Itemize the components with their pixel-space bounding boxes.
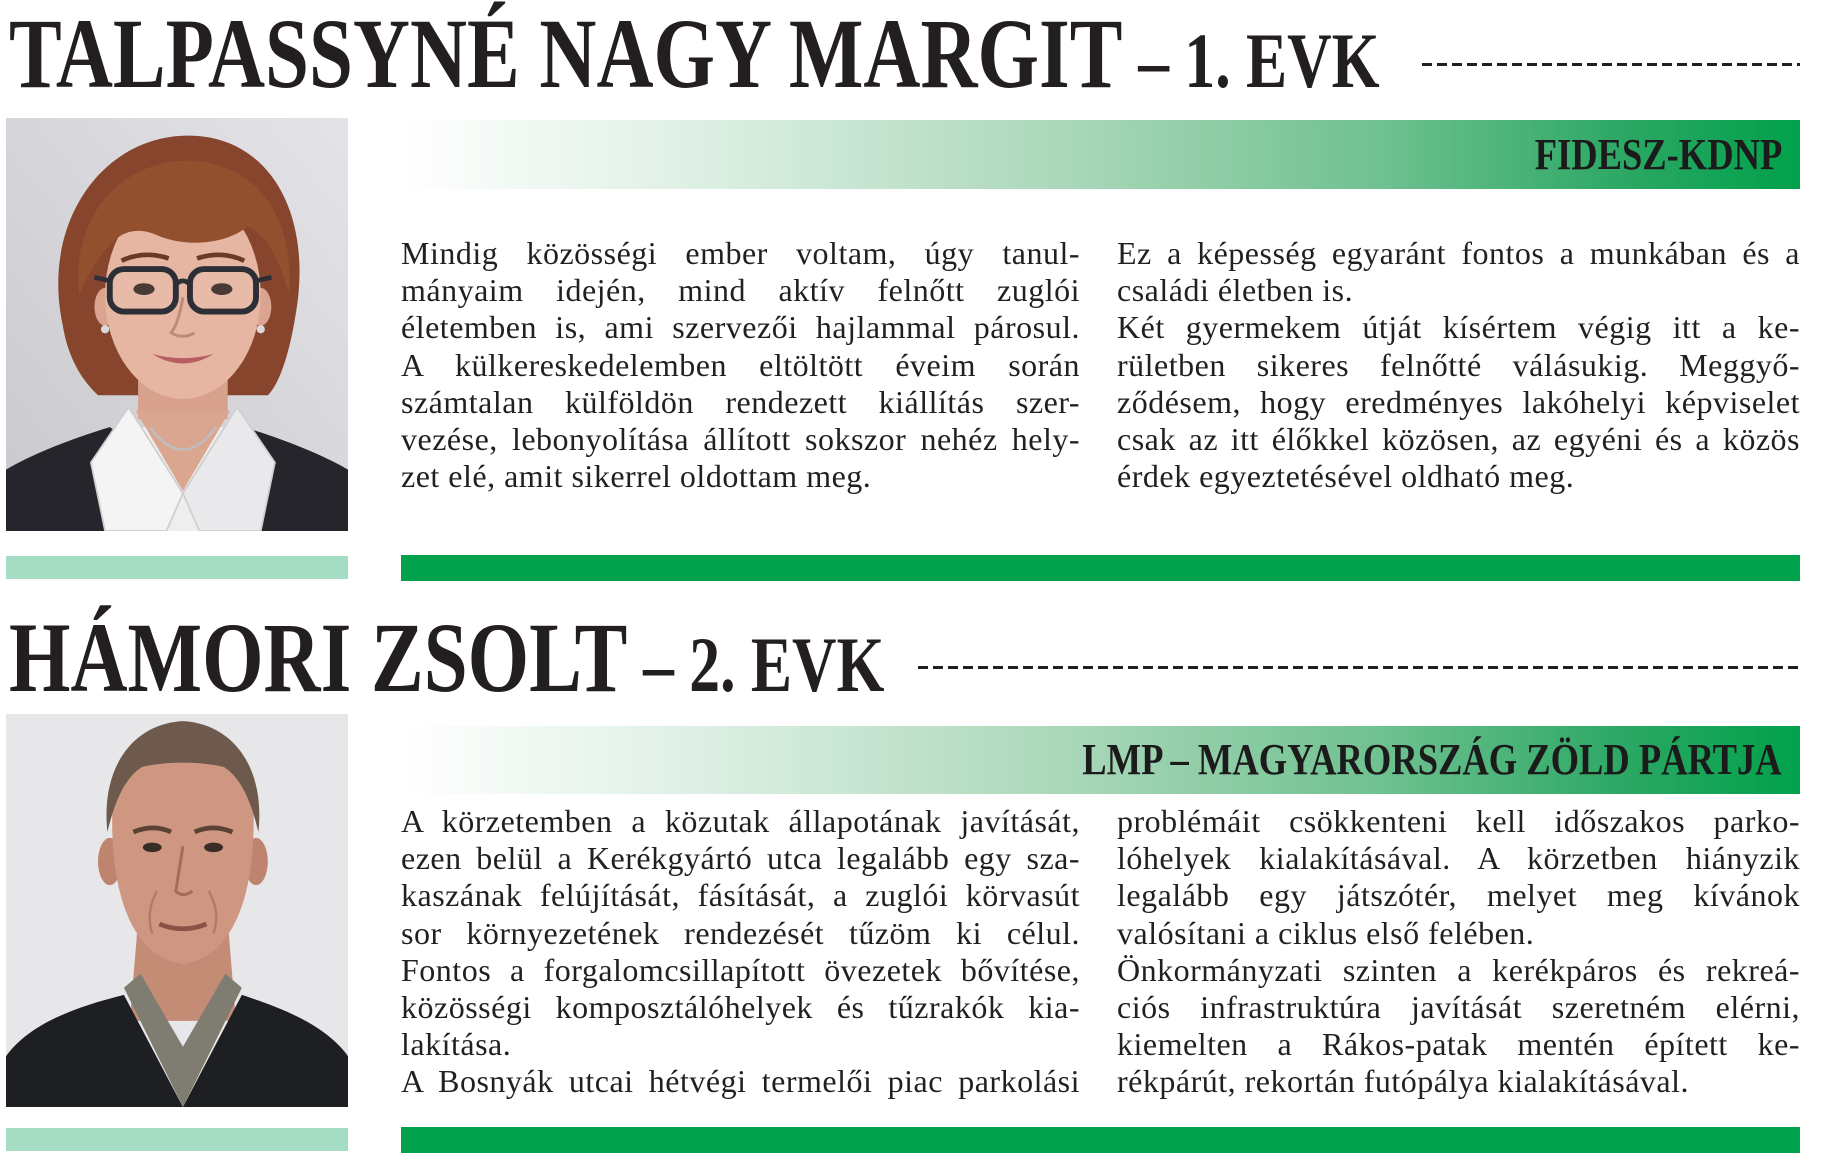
candidate-heading xyxy=(9,0,1380,111)
candidate-photo xyxy=(6,714,348,1107)
text-line: ezen belül a Kerékgyártó utca legalább egy sza- xyxy=(401,840,1080,877)
text-line: mányaim idején, mind aktív felnőtt zuglói xyxy=(401,272,1080,309)
text-line: ződésem, hogy eredményes lakóhelyi képviselet xyxy=(1117,383,1800,420)
text-line: zet elé, amit sikerrel oldottam meg. xyxy=(401,458,872,495)
text-line: kaszának felújítását, fásítását, a zuglói körvasút xyxy=(401,877,1080,914)
text-column-left xyxy=(401,803,1080,1101)
text-line: valósítani a ciklus első felében. xyxy=(1117,914,1535,951)
party-banner xyxy=(401,726,1800,794)
text-column-right xyxy=(1117,803,1800,1101)
text-line: rületben sikeres felnőtté válásukig. Meggyő- xyxy=(1117,346,1800,383)
text-line: közösségi komposztálóhelyek és tűzrakók kia- xyxy=(401,988,1080,1025)
district-label: – 2. EVK xyxy=(643,621,885,708)
dashed-rule xyxy=(918,666,1800,669)
text-line: számtalan külföldön rendezett kiállítás szer- xyxy=(401,383,1080,420)
text-line: rékpárút, rekortán futópálya kialakításával. xyxy=(1117,1063,1689,1100)
text-line: legalább egy játszótér, melyet meg kívánok xyxy=(1117,877,1800,914)
party-name: LMP – MAGYARORSZÁG ZÖLD PÁRTJA xyxy=(1082,735,1782,784)
portrait-woman xyxy=(6,118,348,531)
text-line: családi életben is. xyxy=(1117,272,1354,309)
text-line: ciós infrastruktúra javítását szeretném elérni, xyxy=(1117,988,1800,1025)
text-line: problémáit csökkenteni kell időszakos parko- xyxy=(1117,803,1800,839)
text-line: csak az itt élőkkel közösen, az egyéni és a közös xyxy=(1117,420,1800,457)
text-line: érdek egyeztetésével oldható meg. xyxy=(1117,458,1575,495)
photo-underline-bar xyxy=(6,1128,348,1151)
text-column-left xyxy=(401,235,1080,495)
candidate-heading xyxy=(9,602,885,715)
photo-underline-bar xyxy=(6,556,348,579)
text-line: lakítása. xyxy=(401,1026,512,1063)
text-line: Mindig közösségi ember voltam, úgy tanul- xyxy=(401,235,1080,271)
text-line: A Bosnyák utcai hétvégi termelői piac parkolási xyxy=(401,1063,1080,1100)
text-line: vezése, lebonyolítása állított sokszor nehéz hely- xyxy=(401,420,1080,457)
text-line: A körzetemben a közutak állapotának javítását, xyxy=(401,803,1080,839)
text-line: A külkereskedelemben eltöltött éveim során xyxy=(401,346,1080,383)
candidate-photo xyxy=(6,118,348,531)
text-line: Két gyermekem útját kísértem végig itt a ke- xyxy=(1117,309,1800,346)
text-line: Önkormányzati szinten a kerékpáros és rekreá- xyxy=(1117,951,1800,988)
text-line: lóhelyek kialakításával. A körzetben hiányzik xyxy=(1117,840,1800,877)
text-line: kiemelten a Rákos-patak mentén épített ke- xyxy=(1117,1026,1800,1063)
text-line: Ez a képesség egyaránt fontos a munkában és a xyxy=(1117,235,1800,271)
party-banner xyxy=(401,120,1800,189)
party-name: FIDESZ-KDNP xyxy=(1534,130,1782,179)
district-label: – 1. EVK xyxy=(1138,17,1380,104)
dashed-rule xyxy=(1422,63,1800,66)
text-line: sor környezetének rendezését tűzöm ki célul. xyxy=(401,914,1080,951)
accent-bar xyxy=(401,555,1800,581)
portrait-man xyxy=(6,714,348,1107)
text-line: Fontos a forgalomcsillapított övezetek bővítése, xyxy=(401,951,1080,988)
accent-bar xyxy=(401,1127,1800,1153)
text-column-right xyxy=(1117,235,1800,495)
candidate-name: HÁMORI ZSOLT xyxy=(9,602,628,713)
candidate-name: TALPASSYNÉ NAGY MARGIT xyxy=(9,0,1123,109)
text-line: életemben is, ami szervezői hajlammal párosul. xyxy=(401,309,1080,346)
